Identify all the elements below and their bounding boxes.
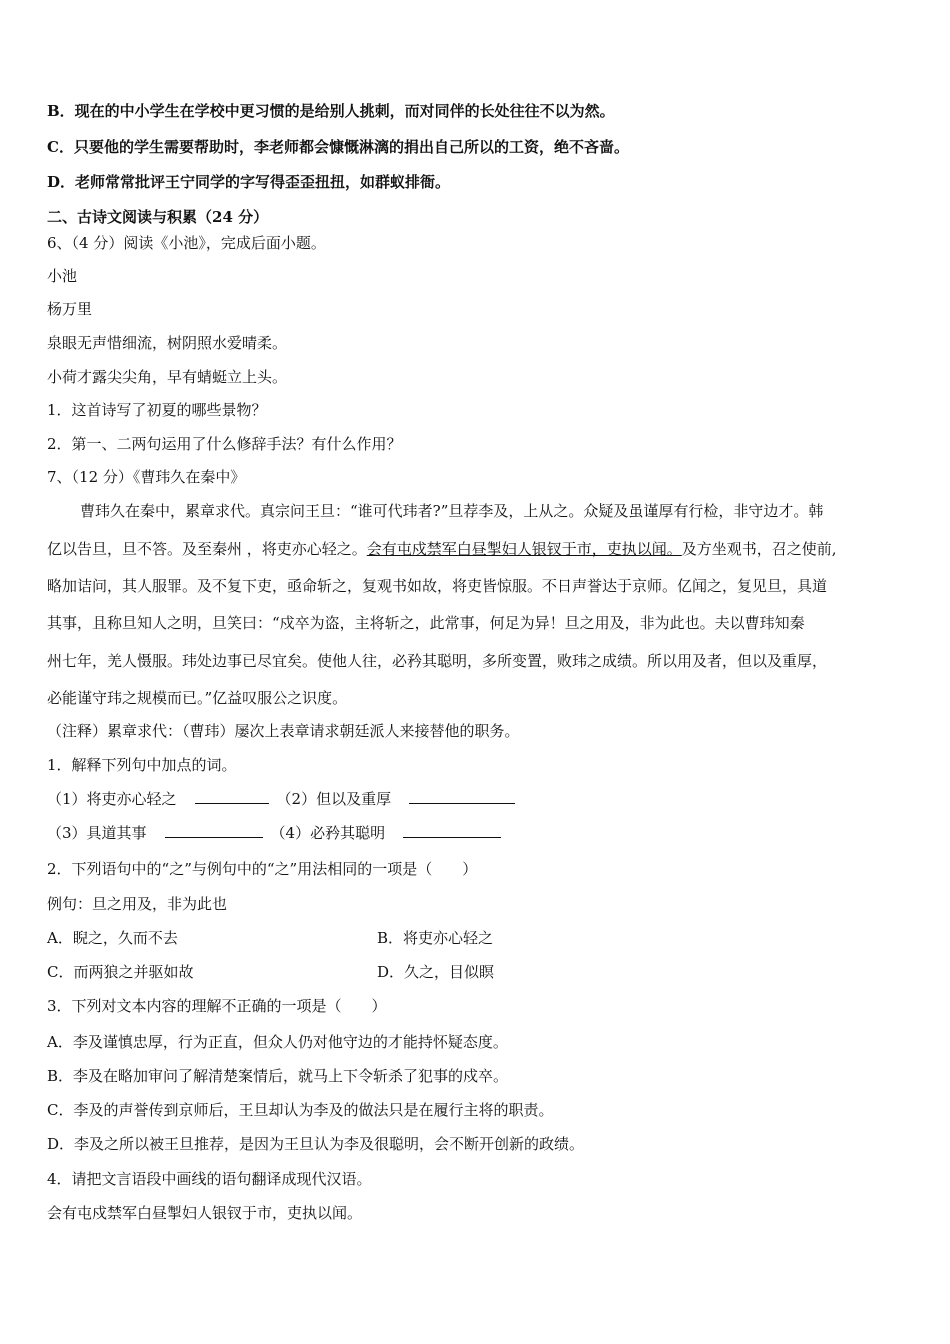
passage-line-2 [47,539,837,559]
q7-stem: 7、（12 分）《曹玮久在秦中》 [47,468,246,486]
q6-stem: 6、（4 分）阅读《小池》，完成后面小题。 [47,234,326,252]
passage-line-5: 州七年，羌人慑服。玮处边事已尽宜矣。使他人往，必矜其聪明，多所变置，败玮之成绩。所以用及者，但以及重厚， [47,652,828,670]
q7-sub-3-option-d: D．李及之所以被王旦推荐，是因为王旦认为李及很聪明，会不断开创新的政绩。 [47,1135,585,1153]
q7-sub-3-option-b: B．李及在略加审问了解清楚案情后，就马上下令斩杀了犯事的戍卒。 [47,1067,509,1085]
poem-line-2: 小荷才露尖尖角，早有蜻蜓立上头。 [47,368,288,386]
example-sentence: 例句：旦之用及，非为此也 [47,895,228,913]
section-heading: 二、古诗文阅读与积累（24 分） [47,208,269,226]
poem-title: 小池 [47,267,78,285]
q7-sub-2-options-row-1 [47,928,847,948]
q7-sub-4: 4．请把文言语段中画线的语句翻译成现代汉语。 [47,1170,372,1188]
q7-sub-2-options-row-2 [47,962,847,982]
option-a: A．睨之，久而不去 [47,929,178,947]
option-d: D．老师常常批评王宁同学的字写得歪歪扭扭，如群蚁排衙。 [47,173,451,191]
passage-note: （注释）累章求代：（曹玮）屡次上表章请求朝廷派人来接替他的职务。 [47,722,520,740]
item-2: （2）但以及重厚 [276,790,392,808]
q7-sub-2: 2．下列语句中的“之”与例句中的“之”用法相同的一项是（ ） [47,860,478,878]
passage-line-2a: 亿以告旦，旦不答。及至秦州 ，将吏亦心轻之。 [47,540,367,558]
passage-line-6: 必能谨守玮之规模而已。”亿益叹服公之识度。 [47,689,348,707]
q7-sub-3-option-a: A．李及谨慎忠厚，行为正直，但众人仍对他守边的才能持怀疑态度。 [47,1033,508,1051]
underlined-sentence: 会有屯戍禁军白昼掣妇人银钗于市，吏执以闻。 [366,540,682,558]
answer-blank-4[interactable] [403,823,501,838]
item-4: （4）必矜其聪明 [270,824,386,842]
q7-sub-1-row-1 [47,789,523,809]
q7-sub-1-row-2 [47,823,509,843]
q7-sub-1: 1．解释下列句中加点的词。 [47,756,237,774]
option-b: B．将吏亦心轻之 [377,929,494,947]
answer-blank-2[interactable] [409,789,515,804]
q7-sub-3-option-c: C．李及的声誉传到京师后，王旦却认为李及的做法只是在履行主将的职责。 [47,1101,554,1119]
passage-line-3: 略加诘问，其人服罪。及不复下吏，亟命斩之，复观书如故，将吏皆惊服。不日声誉达于京师。亿闻之，复见旦，具道 [47,577,828,595]
option-b: B．现在的中小学生在学校中更习惯的是给别人挑刺，而对同伴的长处往往不以为然。 [47,102,615,120]
answer-blank-3[interactable] [165,823,263,838]
item-1: （1）将吏亦心轻之 [47,790,177,808]
poem-author: 杨万里 [47,300,93,318]
option-d: D．久之，目似瞑 [377,963,495,981]
option-c: C．而两狼之并驱如故 [47,963,194,981]
passage-line-1: 曹玮久在秦中，累章求代。真宗问王旦：“谁可代玮者?”旦荐李及，上从之。众疑及虽谨厚有行检，非守边才。韩 [80,502,824,520]
poem-line-1: 泉眼无声惜细流，树阴照水爱晴柔。 [47,334,288,352]
option-c: C．只要他的学生需要帮助时，李老师都会慷慨淋漓的捐出自己所以的工资，绝不吝啬。 [47,138,629,156]
translation-sentence: 会有屯戍禁军白昼掣妇人银钗于市，吏执以闻。 [47,1204,363,1222]
q7-sub-3: 3．下列对文本内容的理解不正确的一项是（ ） [47,997,387,1015]
item-3: （3）具道其事 [47,824,147,842]
passage-line-2b: 及方坐观书，召之使前, [681,540,837,558]
q6-sub-2: 2．第一、二两句运用了什么修辞手法？有什么作用？ [47,435,402,453]
answer-blank-1[interactable] [195,789,269,804]
q6-sub-1: 1．这首诗写了初夏的哪些景物？ [47,401,267,419]
passage-line-4: 其事，且称旦知人之明，旦笑曰：“戍卒为盗，主将斩之，此常事，何足为异！旦之用及，非为此也。夫以曹玮知秦 [47,614,805,632]
